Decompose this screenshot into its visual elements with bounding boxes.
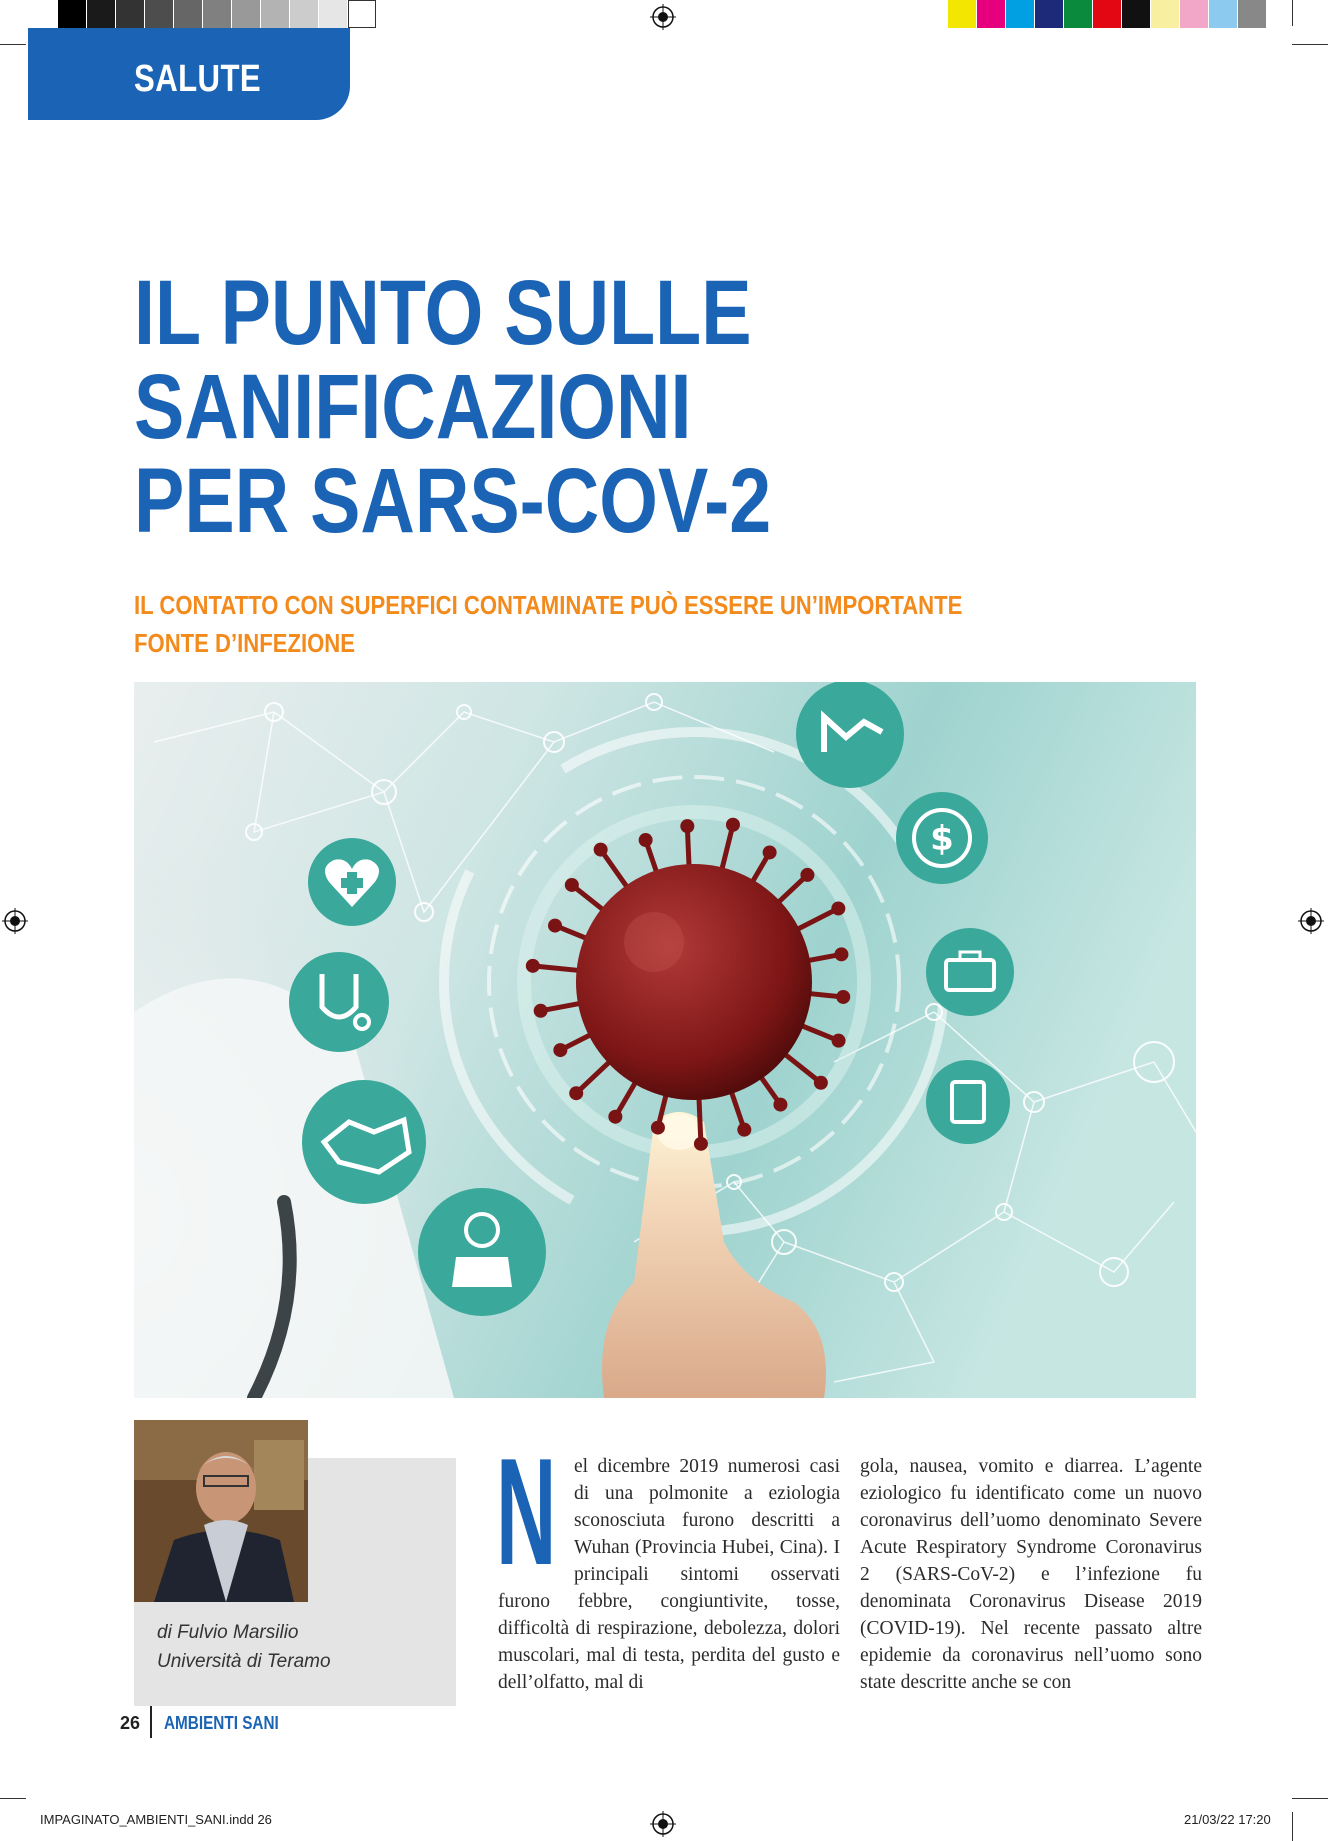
registration-mark-icon [650, 1811, 676, 1837]
author-photo [134, 1420, 308, 1602]
registration-mark-icon [1298, 908, 1324, 934]
article-body-2: gola, nausea, vomito e diarrea. L’agente eziologico fu identificato come un nuovo coronavirus dell’uomo denominato Severe Acute Respiratory Syndrome Coronavirus 2 (SARS-CoV-2) e l’infezione fu denominata Coronavirus Disease 2019 (COVID-19). Nel recente passato altre epidemie da coronavirus nell’uomo sono state descritte anche se con [860, 1456, 1202, 1693]
magazine-name: AMBIENTI SANI [164, 1713, 279, 1733]
page-number: 26 [120, 1713, 141, 1733]
section-tab [28, 28, 350, 120]
registration-mark-icon [650, 4, 676, 30]
stethoscope-icon [289, 952, 389, 1052]
article-column-1 [496, 1427, 840, 1696]
article-column-2 [860, 1453, 1202, 1696]
crop-mark [0, 44, 26, 45]
section-label: SALUTE [134, 58, 262, 100]
author-name: di Fulvio Marsilio [157, 1622, 299, 1643]
grayscale-calibration-bar [58, 0, 376, 28]
heart-plus-icon [308, 838, 396, 926]
crop-mark [1292, 44, 1328, 45]
crop-mark [1292, 1812, 1293, 1841]
document-icon [926, 1060, 1010, 1144]
article-body-1: el dicembre 2019 numerosi casi di una polmonite a eziologia sconosciuta furono descritti a Wuhan (Provincia Hubei, Cina). I principali sintomi osservati furono febbre, congiuntivite, tosse, difficoltà di respirazione, debolezza, dolori muscolari, mal di testa, perdita del gusto e dell’olfatto, mal di [498, 1456, 840, 1693]
registration-mark-icon [2, 908, 28, 934]
article-title: IL PUNTO SULLE SANIFICAZIONI PER SARS-COV-2 [134, 262, 772, 552]
crop-mark [1292, 1798, 1328, 1799]
handshake-icon [302, 1080, 426, 1204]
hero-illustration [134, 682, 1196, 1398]
print-slug-file: IMPAGINATO_AMBIENTI_SANI.indd 26 [40, 1812, 272, 1827]
doctor-icon [418, 1188, 546, 1316]
author-credit [157, 1618, 331, 1676]
briefcase-icon [926, 928, 1014, 1016]
footer-divider [150, 1706, 152, 1738]
svg-text:$: $ [930, 819, 954, 859]
chart-icon [796, 682, 904, 788]
dollar-icon [896, 792, 988, 884]
color-calibration-bar [948, 0, 1267, 28]
drop-cap: N [496, 1427, 557, 1597]
author-affiliation: Università di Teramo [157, 1651, 331, 1672]
print-slug-datetime: 21/03/22 17:20 [1184, 1812, 1271, 1827]
crop-mark [1292, 0, 1293, 26]
article-subtitle: IL CONTATTO CON SUPERFICI CONTAMINATE PUÒ ESSERE UN’IMPORTANTE FONTE D’INFEZIONE [134, 590, 963, 658]
virus-network-illustration [134, 682, 1196, 1398]
crop-mark [0, 1798, 26, 1799]
